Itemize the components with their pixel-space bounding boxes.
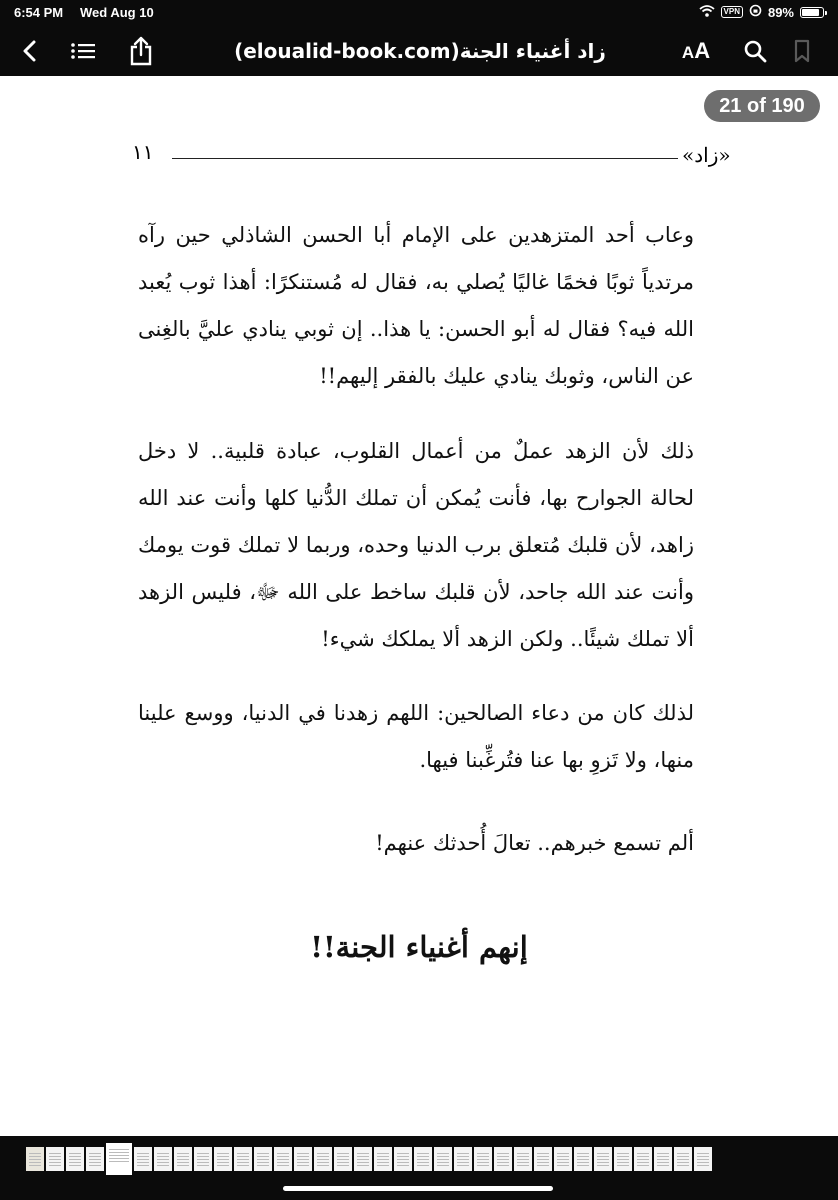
page-thumbnail[interactable]: [594, 1147, 612, 1171]
paragraph-text: وعاب أحد المتزهدين على الإمام أبا الحسن الشاذلي حين رآه مرتدياً ثوبًا فخمًا غاليًا يُصلي به، فقال له مُستنكرًا: أهذا ثوب يُعبد الله فيه؟ فقال له أبو الحسن: يا هذا.. إن ثوبي ينادي عليَّ بالغِنى عن الناس، وثوبك ينادي عليك بالفقر إليهم!!: [138, 223, 695, 388]
page-thumbnail[interactable]: [414, 1147, 432, 1171]
page-thumbnail[interactable]: [694, 1147, 712, 1171]
back-button[interactable]: [14, 26, 44, 76]
battery-percent: 89%: [767, 4, 794, 20]
page-thumbnail[interactable]: [394, 1147, 412, 1171]
page-thumbnail[interactable]: [334, 1147, 352, 1171]
status-bar: [0, 0, 838, 26]
thumbnail-list[interactable]: [26, 1147, 712, 1175]
page-thumbnail[interactable]: [634, 1147, 652, 1171]
page-thumbnail[interactable]: [434, 1147, 452, 1171]
search-button[interactable]: [740, 26, 770, 76]
page-thumbnail[interactable]: [294, 1147, 312, 1171]
home-indicator: [283, 1186, 553, 1191]
screen-lock-icon: [749, 4, 762, 20]
page-thumbnail[interactable]: [614, 1147, 632, 1171]
page-thumbnail[interactable]: [574, 1147, 592, 1171]
running-header: «زاد»: [682, 143, 731, 167]
paragraph-text: ذلك لأن الزهد عملٌ من أعمال القلوب، عبادة قلبية.. لا دخل لحالة الجوارح بها، فأنت يُمكن أن تملك الدُّنيا كلها وأنت عند الله زاهد، لأن قلبك مُتعلق برب الدنيا وحده، وربما لا تملك قوت يومك وأنت عند الله جاحد، لأن قلبك ساخط على الله ﷻ، فليس الزهد ألا تملك شيئًا.. ولكن الزهد ألا يملكك شيء!: [138, 439, 694, 651]
reader-toolbar: [0, 26, 838, 76]
page-thumbnail[interactable]: [214, 1147, 232, 1171]
page-thumbnail[interactable]: [534, 1147, 552, 1171]
page-thumbnail[interactable]: [374, 1147, 392, 1171]
paragraph-text: ألم تسمع خبرهم.. تعالَ أُحدثك عنهم!: [375, 831, 694, 855]
share-icon: [128, 36, 154, 66]
page-thumbnail[interactable]: [314, 1147, 332, 1171]
battery-icon: [800, 7, 824, 18]
paragraph-4: [138, 820, 694, 867]
wifi-icon: [699, 5, 715, 20]
page-thumbnail[interactable]: [134, 1147, 152, 1171]
battery-fill: [802, 9, 819, 16]
closing-line: إنهم أغنياء الجنة!!: [310, 930, 528, 964]
page-thumbnail[interactable]: [194, 1147, 212, 1171]
page-thumbnail[interactable]: [354, 1147, 372, 1171]
page-thumbnail[interactable]: [26, 1147, 44, 1171]
bookmark-button[interactable]: [790, 26, 814, 76]
page-indicator: 21 of 190: [704, 90, 820, 122]
page-thumbnail[interactable]: [46, 1147, 64, 1171]
text-size-small-label: A: [681, 43, 695, 62]
page-thumbnail[interactable]: [654, 1147, 672, 1171]
share-button[interactable]: [124, 26, 158, 76]
page-thumbnail[interactable]: [514, 1147, 532, 1171]
page-thumbnail[interactable]: [254, 1147, 272, 1171]
bookmark-icon: [794, 39, 810, 63]
paragraph-text: لذلك كان من دعاء الصالحين: اللهم زهدنا في الدنيا، ووسع علينا منها، ولا تَزوِ بها عنا فتُرغِّبنا فيها.: [138, 701, 694, 772]
page-thumbnail[interactable]: [66, 1147, 84, 1171]
page-thumbnail[interactable]: [86, 1147, 104, 1171]
text-size-icon: [682, 38, 710, 64]
status-indicators: [699, 4, 824, 20]
page-thumbnail[interactable]: [454, 1147, 472, 1171]
page-thumbnail[interactable]: [154, 1147, 172, 1171]
page-thumbnail[interactable]: [474, 1147, 492, 1171]
page-thumbnail[interactable]: [494, 1147, 512, 1171]
page-thumbnail[interactable]: [174, 1147, 192, 1171]
vpn-badge: VPN: [721, 6, 743, 18]
paragraph-2: [138, 428, 694, 663]
text-size-button[interactable]: [678, 26, 714, 76]
paragraph-3: [138, 690, 694, 784]
back-chevron-icon: [22, 40, 36, 62]
page-number: ١١: [132, 140, 154, 164]
page-thumbnail[interactable]: [234, 1147, 252, 1171]
book-title: زاد أغنياء الجنة(eloualid-book.com): [234, 39, 606, 63]
text-size-large-label: A: [694, 38, 711, 63]
page-thumbnail-current[interactable]: [106, 1143, 132, 1175]
page-thumbnail[interactable]: [554, 1147, 572, 1171]
page-thumbnail[interactable]: [274, 1147, 292, 1171]
status-time: 6:54 PM: [14, 5, 64, 20]
header-rule: [172, 158, 678, 159]
search-icon: [743, 39, 767, 63]
table-of-contents-button[interactable]: [66, 26, 100, 76]
table-of-contents-icon: [70, 42, 96, 60]
page-thumbnail[interactable]: [674, 1147, 692, 1171]
status-date: Wed Aug 10: [80, 5, 154, 20]
paragraph-1: [138, 212, 694, 400]
